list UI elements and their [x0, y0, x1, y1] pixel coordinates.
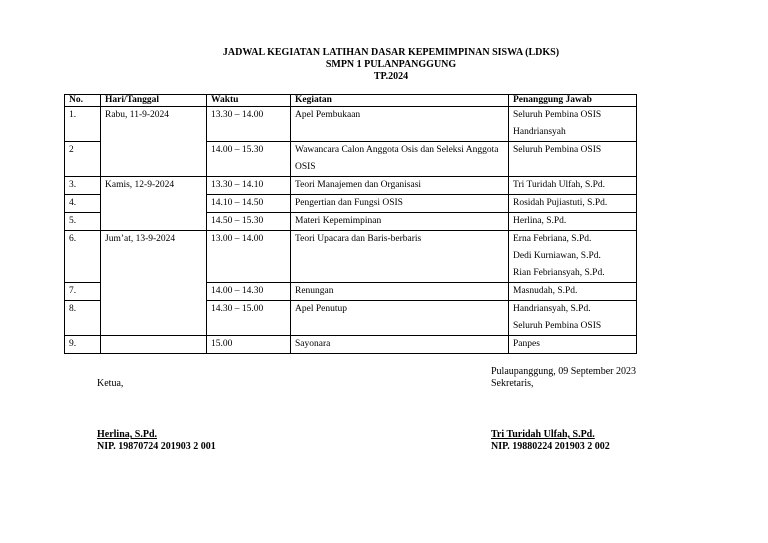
table-row: [65, 107, 637, 142]
pj-line: Seluruh Pembina OSIS: [513, 321, 602, 331]
cell-activity: Wawancara Calon Anggota Osis dan Seleksi Anggota OSIS: [291, 142, 509, 177]
cell-time: 13.30 – 14.10: [207, 177, 291, 195]
signature-left-role: Ketua,: [97, 378, 124, 389]
column-header-no: No.: [65, 95, 101, 107]
pj-line: Rian Febriansyah, S.Pd.: [513, 268, 605, 278]
cell-pj: [509, 336, 637, 354]
cell-pj: [509, 142, 637, 177]
title-line-3: TP.2024: [373, 71, 409, 82]
cell-time: 14.10 – 14.50: [207, 195, 291, 213]
cell-no: 6.: [65, 231, 101, 283]
pj-line: Tri Turidah Ulfah, S.Pd.: [513, 180, 606, 190]
cell-activity: Renungan: [291, 283, 509, 301]
column-header-time: Waktu: [207, 95, 291, 107]
column-header-day: Hari/Tanggal: [101, 95, 207, 107]
cell-time: 15.00: [207, 336, 291, 354]
signature-right-name: Tri Turidah Ulfah, S.Pd.: [491, 429, 595, 440]
cell-no: 2: [65, 142, 101, 177]
cell-pj: [509, 301, 637, 336]
cell-day: Jum’at, 13-9-2024: [101, 231, 207, 336]
cell-no: 7.: [65, 283, 101, 301]
table-row: [65, 336, 637, 354]
cell-day: Rabu, 11-9-2024: [101, 107, 207, 177]
cell-no: 4.: [65, 195, 101, 213]
cell-no: 9.: [65, 336, 101, 354]
cell-activity: Pengertian dan Fungsi OSIS: [291, 195, 509, 213]
cell-time: 13.00 – 14.00: [207, 231, 291, 283]
cell-pj: [509, 231, 637, 283]
table-row: [65, 177, 637, 195]
cell-activity: Teori Upacara dan Baris-berbaris: [291, 231, 509, 283]
cell-activity: Apel Penutup: [291, 301, 509, 336]
cell-activity: Materi Kepemimpinan: [291, 213, 509, 231]
pj-line: Rosidah Pujiastuti, S.Pd.: [513, 198, 608, 208]
cell-time: 13.30 – 14.00: [207, 107, 291, 142]
table-header-row: [65, 95, 637, 107]
column-header-pj: Penanggung Jawab: [509, 95, 637, 107]
cell-day: Kamis, 12-9-2024: [101, 177, 207, 231]
cell-no: 3.: [65, 177, 101, 195]
cell-activity: Teori Manajemen dan Organisasi: [291, 177, 509, 195]
pj-line: Panpes: [513, 339, 540, 349]
signature-left: [97, 429, 230, 453]
cell-pj: [509, 283, 637, 301]
signature-right-nip: NIP. 19880224 201903 2 002: [491, 441, 610, 452]
cell-time: 14.50 – 15.30: [207, 213, 291, 231]
place-date: Pulaupanggung, 09 September 2023: [491, 366, 636, 377]
schedule-table: [64, 94, 637, 354]
pj-line: Herlina, S.Pd.: [513, 216, 567, 226]
cell-no: 5.: [65, 213, 101, 231]
cell-activity: Apel Pembukaan: [291, 107, 509, 142]
cell-no: 1.: [65, 107, 101, 142]
document-title: [0, 47, 768, 83]
cell-pj: [509, 213, 637, 231]
title-line-2: SMPN 1 PULANPANGGUNG: [325, 59, 457, 70]
signature-left-nip: NIP. 19870724 201903 2 001: [97, 441, 216, 452]
cell-pj: [509, 177, 637, 195]
cell-time: 14.00 – 15.30: [207, 142, 291, 177]
signature-right-role: Sekretaris,: [491, 378, 534, 389]
cell-pj: [509, 107, 637, 142]
column-header-activity: Kegiatan: [291, 95, 509, 107]
cell-day: [101, 336, 207, 354]
cell-time: 14.00 – 14.30: [207, 283, 291, 301]
pj-line: Erna Febriana, S.Pd.: [513, 234, 592, 244]
cell-time: 14.30 – 15.00: [207, 301, 291, 336]
signature-left-name: Herlina, S.Pd.: [97, 429, 158, 440]
cell-no: 8.: [65, 301, 101, 336]
cell-pj: [509, 195, 637, 213]
signature-right: [491, 429, 610, 453]
pj-line: Masnudah, S.Pd.: [513, 286, 578, 296]
pj-line: Seluruh Pembina OSIS: [513, 110, 602, 120]
table-row: [65, 231, 637, 283]
cell-activity: Sayonara: [291, 336, 509, 354]
pj-line: Handriansyah: [513, 127, 566, 137]
pj-line: Dedi Kurniawan, S.Pd.: [513, 251, 601, 261]
pj-line: Seluruh Pembina OSIS: [513, 145, 602, 155]
pj-line: Handriansyah, S.Pd.: [513, 304, 591, 314]
title-line-1: JADWAL KEGIATAN LATIHAN DASAR KEPEMIMPINAN SISWA (LDKS): [222, 47, 560, 58]
